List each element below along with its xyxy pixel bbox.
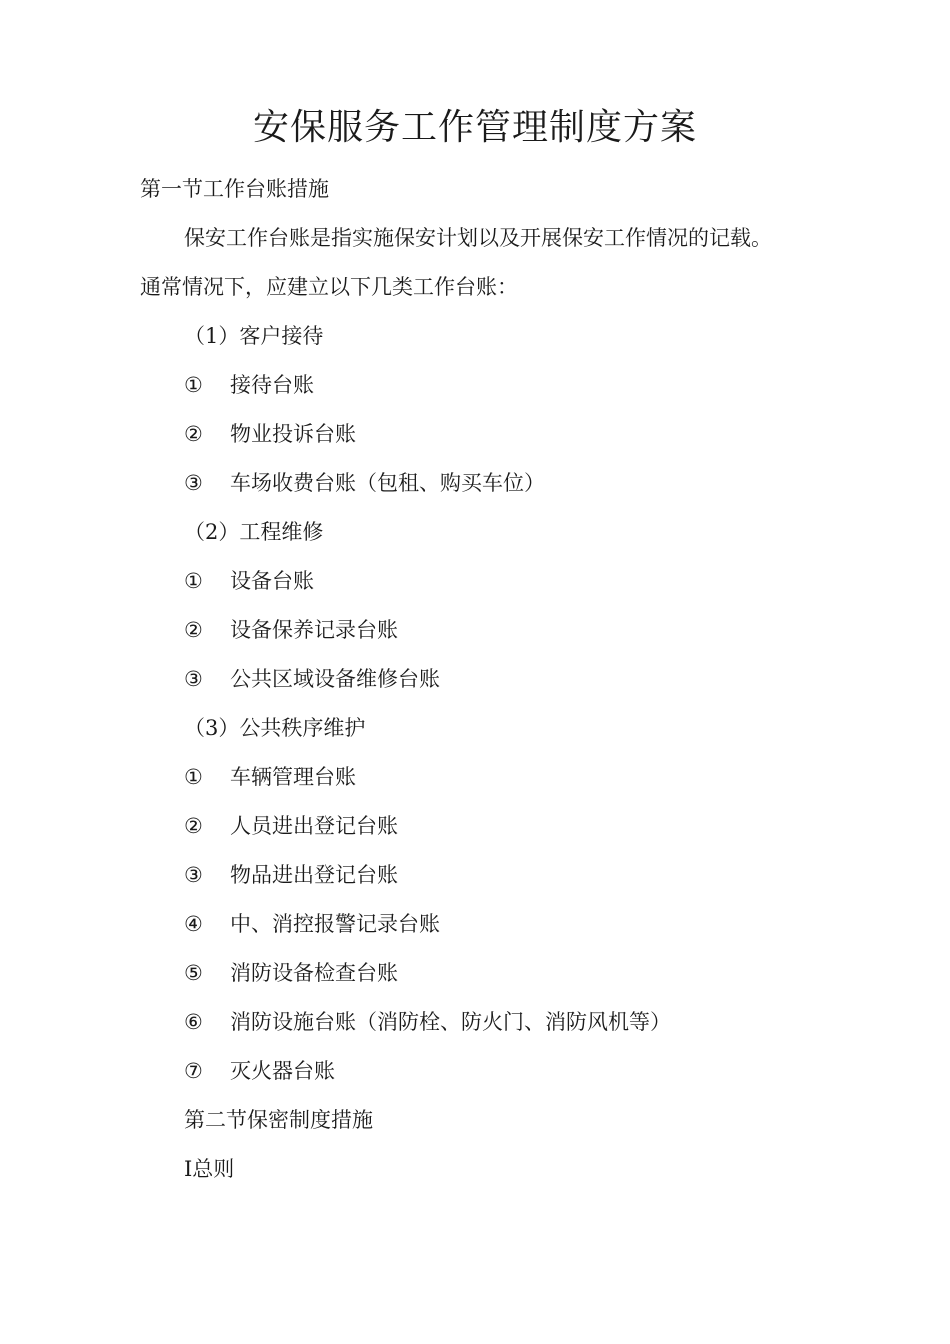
list-item (184, 909, 440, 939)
item-number: ⑦ (184, 1059, 203, 1083)
document-title: 安保服务工作管理制度方案 (252, 107, 697, 148)
item-number: ① (184, 569, 203, 593)
item-text: 人员进出登记台账 (230, 814, 398, 838)
list-item (184, 1007, 671, 1037)
intro-line-2: 通常情况下，应建立以下几类工作台账： (140, 275, 518, 299)
item-text: 公共区域设备维修台账 (230, 667, 440, 691)
list-item (184, 811, 398, 841)
item-number: ① (184, 373, 203, 397)
section1-heading: 第一节工作台账措施 (140, 177, 329, 201)
section2-subheading: I总则 (184, 1157, 235, 1181)
list-item (184, 615, 398, 645)
item-text: 车辆管理台账 (230, 765, 356, 789)
item-number: ② (184, 814, 203, 838)
item-text: 物品进出登记台账 (230, 863, 398, 887)
list-item (184, 958, 398, 988)
item-text: 设备台账 (230, 569, 314, 593)
list-item (184, 370, 314, 400)
item-number: ④ (184, 912, 203, 936)
item-number: ③ (184, 667, 203, 691)
list-item (184, 1056, 335, 1086)
item-number: ③ (184, 471, 203, 495)
intro-line-1: 保安工作台账是指实施保安计划以及开展保安工作情况的记载。 (184, 226, 772, 250)
item-text: 接待台账 (230, 373, 314, 397)
list-item (184, 762, 356, 792)
list-item (184, 860, 398, 890)
list-item (184, 419, 356, 449)
list-item (184, 468, 545, 498)
item-number: ② (184, 618, 203, 642)
item-number: ⑥ (184, 1010, 203, 1034)
item-number: ③ (184, 863, 203, 887)
item-text: 物业投诉台账 (230, 422, 356, 446)
item-text: 灭火器台账 (230, 1059, 335, 1083)
item-number: ① (184, 765, 203, 789)
list-item (184, 664, 440, 694)
item-number: ⑤ (184, 961, 203, 985)
group1-heading: （1）客户接待 (184, 324, 324, 348)
item-number: ② (184, 422, 203, 446)
item-text: 设备保养记录台账 (230, 618, 398, 642)
section2-heading: 第二节保密制度措施 (184, 1108, 373, 1132)
item-text: 消防设备检查台账 (230, 961, 398, 985)
item-text: 车场收费台账（包租、购买车位） (230, 471, 545, 495)
item-text: 消防设施台账（消防栓、防火门、消防风机等） (230, 1010, 671, 1034)
item-text: 中、消控报警记录台账 (230, 912, 440, 936)
group3-heading: （3）公共秩序维护 (184, 716, 366, 740)
group2-heading: （2）工程维修 (184, 520, 324, 544)
list-item (184, 566, 314, 596)
